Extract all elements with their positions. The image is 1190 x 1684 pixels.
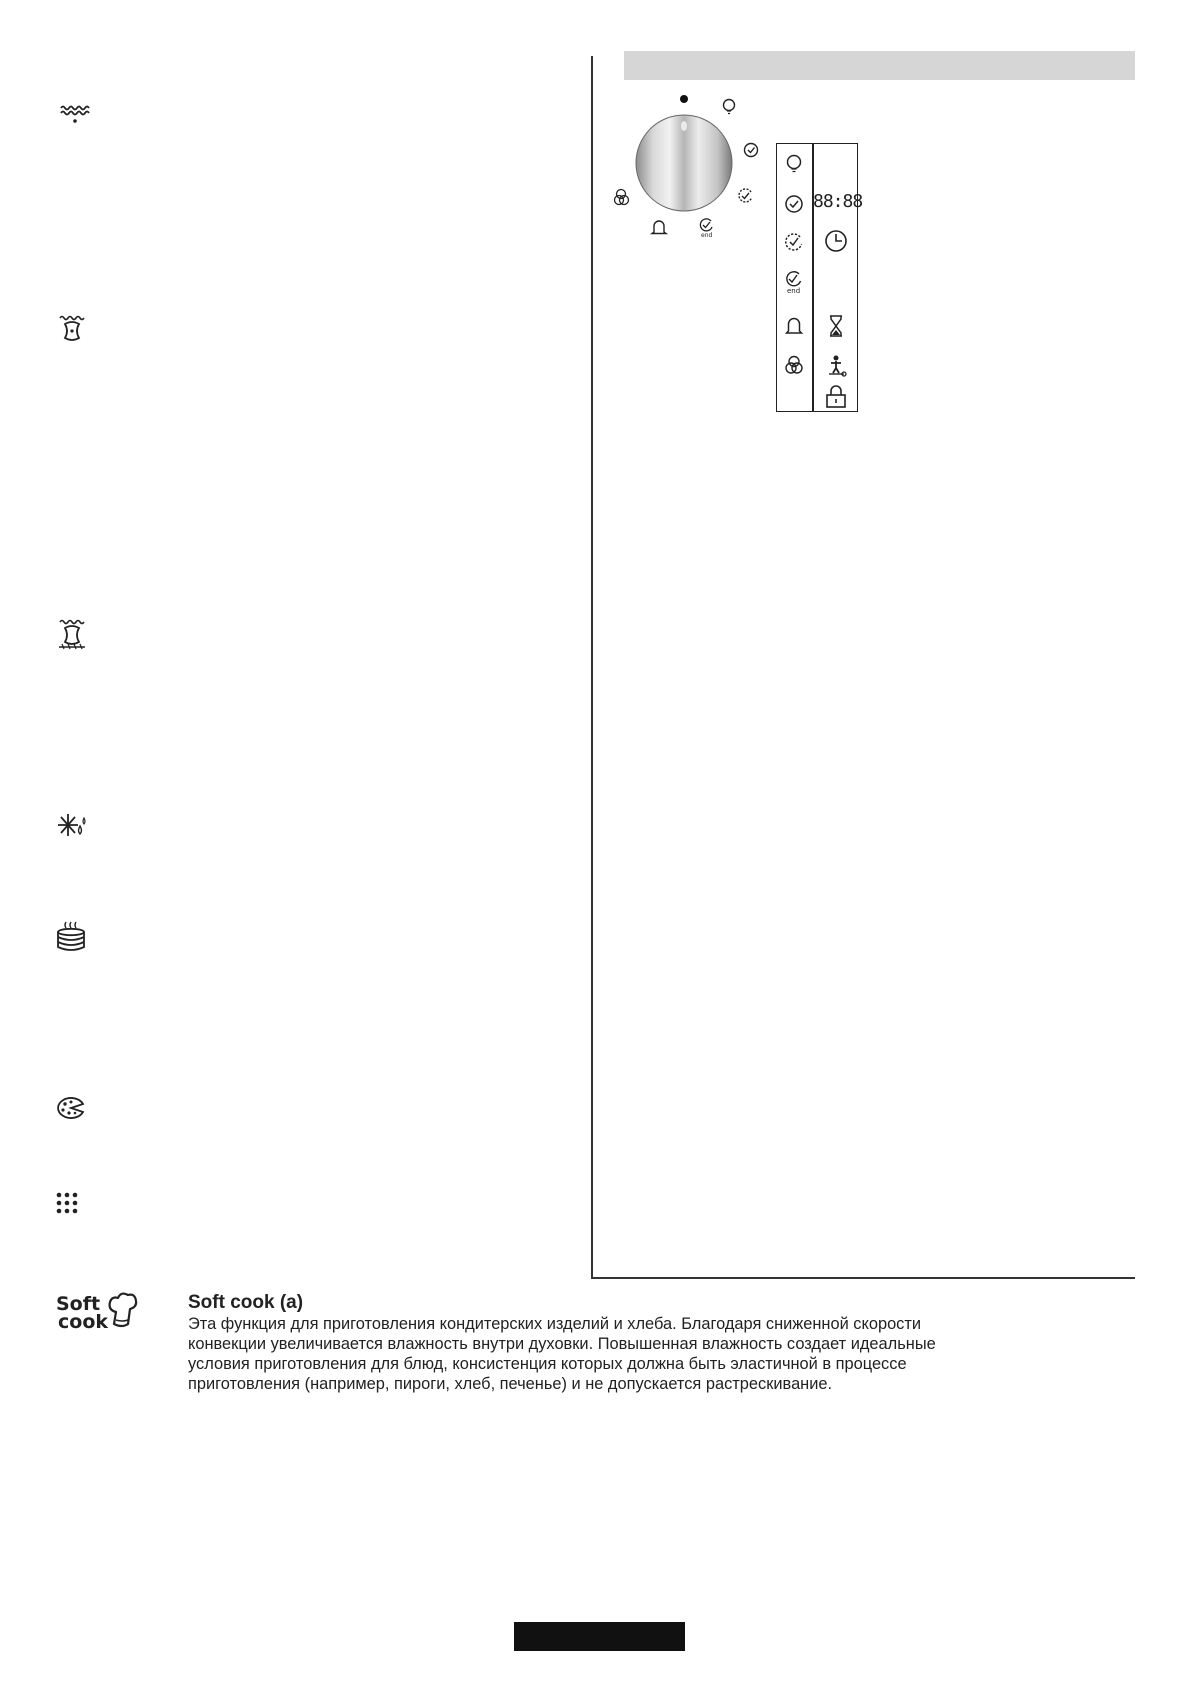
dial-child-lock-icon (613, 188, 631, 206)
panel-lock-icon (825, 384, 847, 408)
soft-cook-title: Soft cook (a) (188, 1292, 304, 1313)
svg-text:end: end (787, 287, 801, 294)
soft-cook-line: Эта функция для приготовления кондитерских изделий и хлеба. Благодаря сниженной скорости (188, 1315, 922, 1333)
panel-child-lock-icon (784, 355, 804, 375)
svg-text:cook: cook (58, 1311, 109, 1333)
soft-cook-line: условия приготовления для блюд, консистенция которых должна быть эластичной в процессе (188, 1355, 907, 1373)
dial-dot-icon (679, 94, 689, 104)
soft-cook-description (188, 1314, 952, 1394)
pizza-icon (56, 1096, 86, 1120)
panel-hourglass-icon (828, 315, 844, 337)
digital-display: 88:88 (813, 191, 863, 212)
panel-clock-icon (824, 229, 848, 253)
svg-text:Soft: Soft (56, 1293, 101, 1315)
panel-separator (812, 144, 814, 411)
programmer-dial[interactable] (612, 88, 762, 248)
panel-bell-icon (785, 316, 803, 336)
dial-end-icon (698, 218, 716, 238)
soft-cook-line: приготовления (например, пироги, хлеб, печенье) и не допускается растрескивание. (188, 1375, 833, 1393)
panel-end-time-icon (784, 232, 804, 252)
section-header-bar (624, 51, 1135, 80)
dial-light-icon (721, 98, 737, 116)
dial-bell-icon (650, 218, 668, 236)
dots-icon (56, 1192, 82, 1218)
panel-end-icon (784, 270, 806, 294)
soft-cook-line: конвекции увеличивается влажность внутри духовки. Повышенная влажность создает идеальные (188, 1335, 936, 1353)
defrost-icon (56, 812, 88, 840)
dial-duration-icon (743, 142, 759, 158)
svg-text:end: end (701, 232, 713, 238)
fan-bottom-heat-icon (56, 314, 88, 344)
column-divider (591, 56, 593, 1278)
panel-duration-icon (784, 194, 804, 214)
soft-cook-icon (56, 1290, 138, 1334)
panel-light-icon (785, 154, 803, 174)
panel-child-icon (827, 355, 847, 377)
bottom-heat-icon (58, 102, 92, 124)
fan-grill-heat-icon (56, 618, 88, 652)
display-panel (776, 143, 863, 412)
dial-end-time-icon (737, 188, 755, 204)
page-number-tab (514, 1622, 685, 1651)
plate-warmer-icon (56, 920, 88, 952)
section-divider (591, 1277, 1135, 1279)
